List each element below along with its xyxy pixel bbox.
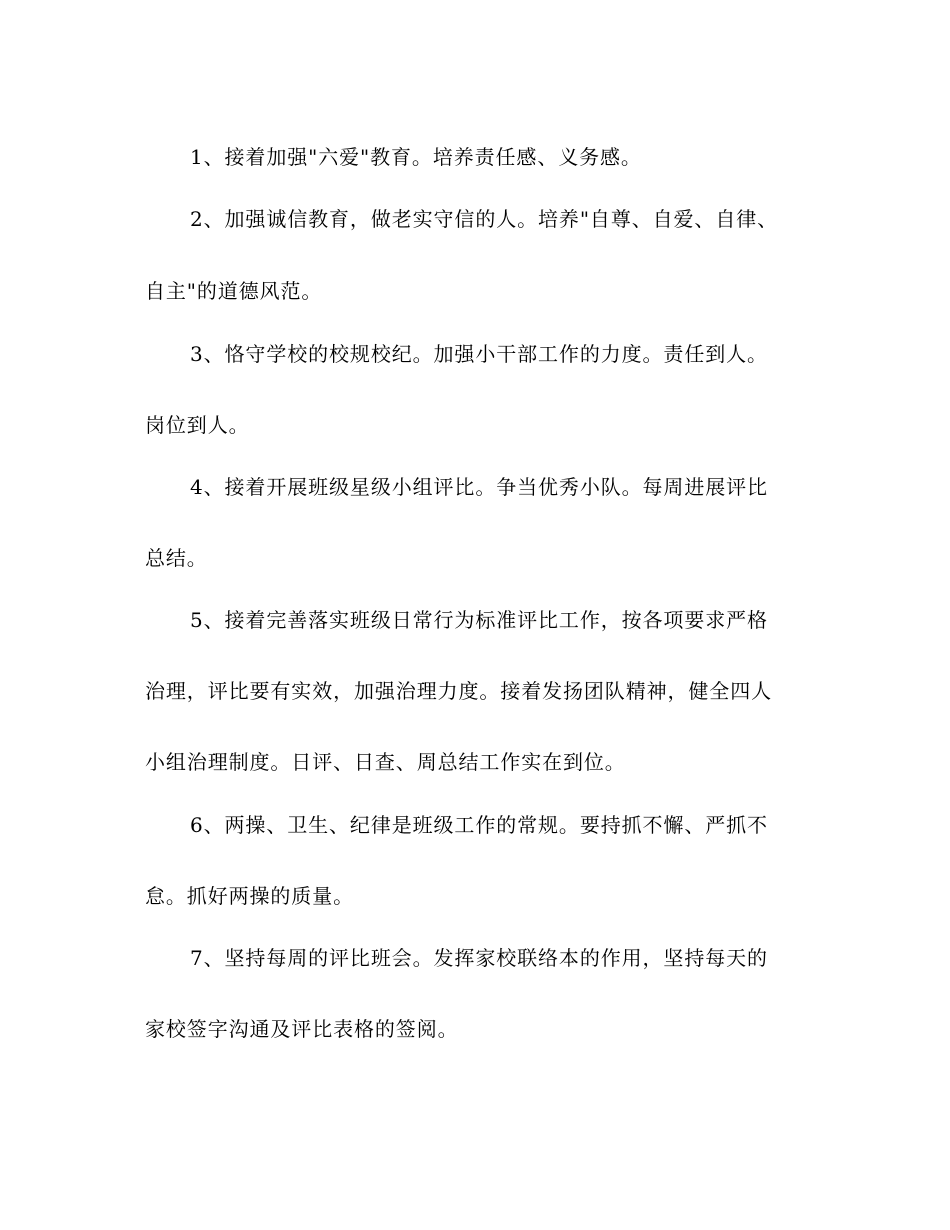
- paragraph-line: 3、恪守学校的校规校纪。加强小干部工作的力度。责任到人。: [190, 342, 768, 366]
- paragraph-line: 家校签字沟通及评比表格的签阅。: [145, 1017, 459, 1041]
- paragraph-line: 5、接着完善落实班级日常行为标准评比工作，按各项要求严格: [190, 608, 768, 632]
- paragraph-line: 2、加强诚信教育，做老实守信的人。培养"自尊、自爱、自律、: [190, 207, 779, 231]
- paragraph-line: 6、两操、卫生、纪律是班级工作的常规。要持抓不懈、严抓不: [190, 813, 768, 837]
- paragraph-line: 小组治理制度。日评、日查、周总结工作实在到位。: [145, 750, 626, 774]
- paragraph-line: 岗位到人。: [145, 413, 250, 437]
- paragraph-line: 怠。抓好两操的质量。: [145, 884, 354, 908]
- paragraph-line: 治理，评比要有实效，加强治理力度。接着发扬团队精神，健全四人: [145, 679, 772, 703]
- paragraph-line: 自主"的道德风范。: [145, 279, 323, 303]
- paragraph-line: 1、接着加强"六爱"教育。培养责任感、义务感。: [190, 145, 642, 169]
- paragraph-line: 总结。: [145, 546, 208, 570]
- paragraph-line: 7、坚持每周的评比班会。发挥家校联络本的作用，坚持每天的: [190, 946, 768, 970]
- paragraph-line: 4、接着开展班级星级小组评比。争当优秀小队。每周进展评比: [190, 475, 768, 499]
